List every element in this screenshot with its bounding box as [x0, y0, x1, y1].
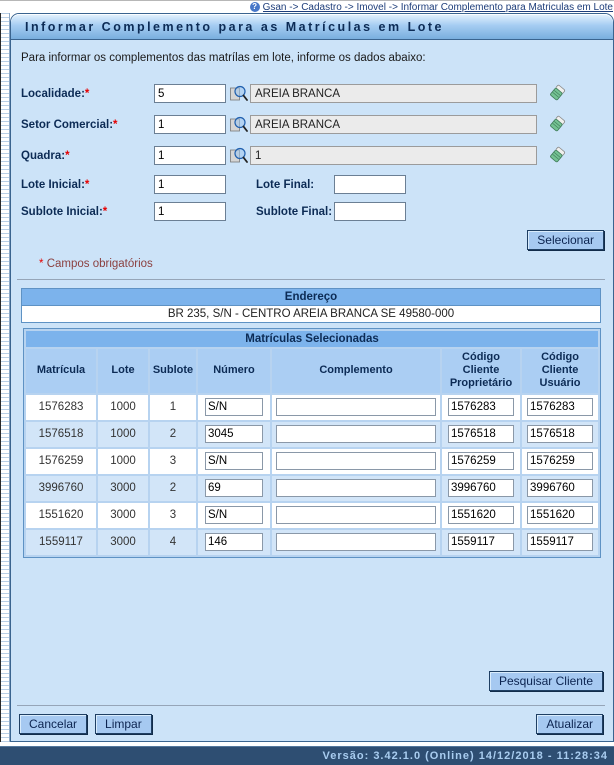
- complemento-input[interactable]: [276, 533, 435, 551]
- codigo-cliente-usuario-input[interactable]: [527, 479, 593, 497]
- localidade-code-input[interactable]: [154, 84, 226, 103]
- pesquisar-cliente-button[interactable]: Pesquisar Cliente: [489, 671, 603, 691]
- codigo-cliente-usuario-input[interactable]: [527, 506, 593, 524]
- sublote-cell: 3: [150, 449, 196, 474]
- table-row: [26, 422, 598, 447]
- bottom-divider: [17, 705, 605, 706]
- lote-cell: 1000: [98, 422, 148, 447]
- numero-input[interactable]: [205, 533, 263, 551]
- quadra-row: [21, 140, 607, 171]
- intro-text: Para informar os complementos das matrílas em lote, informe os dados abaixo:: [21, 52, 426, 64]
- matricula-cell: 1576518: [26, 422, 96, 447]
- localidade-search-button[interactable]: [229, 84, 248, 103]
- table-row: [26, 395, 598, 420]
- required-asterisk: *: [84, 178, 90, 191]
- endereco-value: BR 235, S/N - CENTRO AREIA BRANCA SE 49580-000: [21, 306, 601, 323]
- matricula-cell: 1559117: [26, 530, 96, 555]
- complemento-input[interactable]: [276, 425, 435, 443]
- lote-inicial-input[interactable]: [154, 175, 226, 194]
- lote-cell: 1000: [98, 395, 148, 420]
- sublote-cell: 2: [150, 422, 196, 447]
- sublote-row: [21, 198, 607, 225]
- magnifier-icon: [229, 84, 248, 103]
- col-sublote: Sublote: [150, 349, 196, 393]
- version-text: Versão: 3.42.1.0 (Online) 14/12/2018 - 11:28:34: [322, 750, 608, 762]
- eraser-icon: [547, 115, 567, 135]
- eraser-icon: [547, 146, 567, 166]
- quadra-code-input[interactable]: [154, 146, 226, 165]
- numero-input[interactable]: [205, 398, 263, 416]
- matricula-cell: 1551620: [26, 503, 96, 528]
- selecionar-button[interactable]: Selecionar: [527, 230, 604, 250]
- col-lote: Lote: [98, 349, 148, 393]
- sublote-final-input[interactable]: [334, 202, 406, 221]
- lote-inicial-label: Lote Inicial:*: [21, 178, 90, 191]
- lote-final-input[interactable]: [334, 175, 406, 194]
- localidade-row: [21, 78, 607, 109]
- setor-comercial-label: Setor Comercial:*: [21, 118, 118, 131]
- quadra-label: Quadra:*: [21, 149, 70, 162]
- matricula-cell: 3996760: [26, 476, 96, 501]
- codigo-cliente-usuario-input[interactable]: [527, 533, 593, 551]
- breadcrumb-bar: [0, 0, 614, 13]
- lote-cell: 1000: [98, 449, 148, 474]
- table-row: [26, 530, 598, 555]
- codigo-cliente-proprietario-input[interactable]: [448, 452, 514, 470]
- matriculas-table-header-row: [26, 349, 598, 393]
- sublote-cell: 3: [150, 503, 196, 528]
- section-divider: [17, 279, 605, 280]
- sublote-cell: 2: [150, 476, 196, 501]
- matricula-cell: 1576283: [26, 395, 96, 420]
- magnifier-icon: [229, 115, 248, 134]
- setor-comercial-code-input[interactable]: [154, 115, 226, 134]
- codigo-cliente-usuario-input[interactable]: [527, 425, 593, 443]
- numero-input[interactable]: [205, 506, 263, 524]
- left-frame-decoration: [0, 13, 10, 742]
- complemento-input[interactable]: [276, 506, 435, 524]
- main-panel: [10, 13, 614, 742]
- lote-cell: 3000: [98, 503, 148, 528]
- codigo-cliente-proprietario-input[interactable]: [448, 398, 514, 416]
- sublote-final-label: Sublote Final:: [256, 205, 333, 218]
- quadra-clear-button[interactable]: [547, 146, 567, 166]
- sublote-cell: 4: [150, 530, 196, 555]
- required-asterisk: *: [84, 87, 90, 100]
- required-fields-note: * Campos obrigatórios: [39, 258, 153, 270]
- quadra-search-button[interactable]: [229, 146, 248, 165]
- table-row: [26, 476, 598, 501]
- breadcrumb[interactable]: Gsan -> Cadastro -> Imovel -> Informar Complemento para Matriculas em Lote: [262, 1, 613, 13]
- localidade-name-field: [250, 84, 537, 103]
- version-bar: [0, 746, 614, 765]
- numero-input[interactable]: [205, 425, 263, 443]
- title-bar: [11, 14, 613, 40]
- setor-comercial-search-button[interactable]: [229, 115, 248, 134]
- codigo-cliente-proprietario-input[interactable]: [448, 479, 514, 497]
- page-title: Informar Complemento para as Matrículas em Lote: [25, 19, 444, 34]
- lote-cell: 3000: [98, 530, 148, 555]
- lote-row: [21, 171, 607, 198]
- sublote-cell: 1: [150, 395, 196, 420]
- matriculas-table-title: Matrículas Selecionadas: [26, 331, 598, 347]
- table-row: [26, 449, 598, 474]
- table-row: [26, 503, 598, 528]
- magnifier-icon: [229, 146, 248, 165]
- localidade-label: Localidade:*: [21, 87, 90, 100]
- complemento-input[interactable]: [276, 479, 435, 497]
- col-codigo-cliente-proprietario: Código Cliente Proprietário: [442, 349, 520, 393]
- endereco-section: [21, 288, 601, 323]
- codigo-cliente-proprietario-input[interactable]: [448, 533, 514, 551]
- col-complemento: Complemento: [272, 349, 440, 393]
- localidade-clear-button[interactable]: [547, 84, 567, 104]
- required-asterisk: *: [65, 149, 70, 162]
- help-icon[interactable]: ?: [250, 2, 260, 12]
- setor-comercial-name-field: [250, 115, 537, 134]
- atualizar-button[interactable]: Atualizar: [536, 714, 603, 734]
- complemento-input[interactable]: [276, 398, 435, 416]
- setor-comercial-clear-button[interactable]: [547, 115, 567, 135]
- lote-cell: 3000: [98, 476, 148, 501]
- complemento-input[interactable]: [276, 452, 435, 470]
- cancelar-button[interactable]: Cancelar: [19, 714, 87, 734]
- matriculas-table: [23, 328, 601, 558]
- numero-input[interactable]: [205, 479, 263, 497]
- lote-final-label: Lote Final:: [256, 178, 315, 191]
- required-asterisk: *: [113, 118, 118, 131]
- col-numero: Número: [198, 349, 270, 393]
- endereco-header: Endereço: [21, 288, 601, 306]
- codigo-cliente-proprietario-input[interactable]: [448, 425, 514, 443]
- codigo-cliente-proprietario-input[interactable]: [448, 506, 514, 524]
- limpar-button[interactable]: Limpar: [95, 714, 152, 734]
- codigo-cliente-usuario-input[interactable]: [527, 398, 593, 416]
- quadra-name-field: [250, 146, 537, 165]
- col-matricula: Matrícula: [26, 349, 96, 393]
- numero-input[interactable]: [205, 452, 263, 470]
- required-asterisk: *: [102, 205, 108, 218]
- setor-comercial-row: [21, 109, 607, 140]
- col-codigo-cliente-usuario: Código Cliente Usuário: [522, 349, 598, 393]
- matricula-cell: 1576259: [26, 449, 96, 474]
- eraser-icon: [547, 84, 567, 104]
- sublote-inicial-input[interactable]: [154, 202, 226, 221]
- matriculas-tbody: [26, 395, 598, 555]
- sublote-inicial-label: Sublote Inicial:*: [21, 205, 108, 218]
- codigo-cliente-usuario-input[interactable]: [527, 452, 593, 470]
